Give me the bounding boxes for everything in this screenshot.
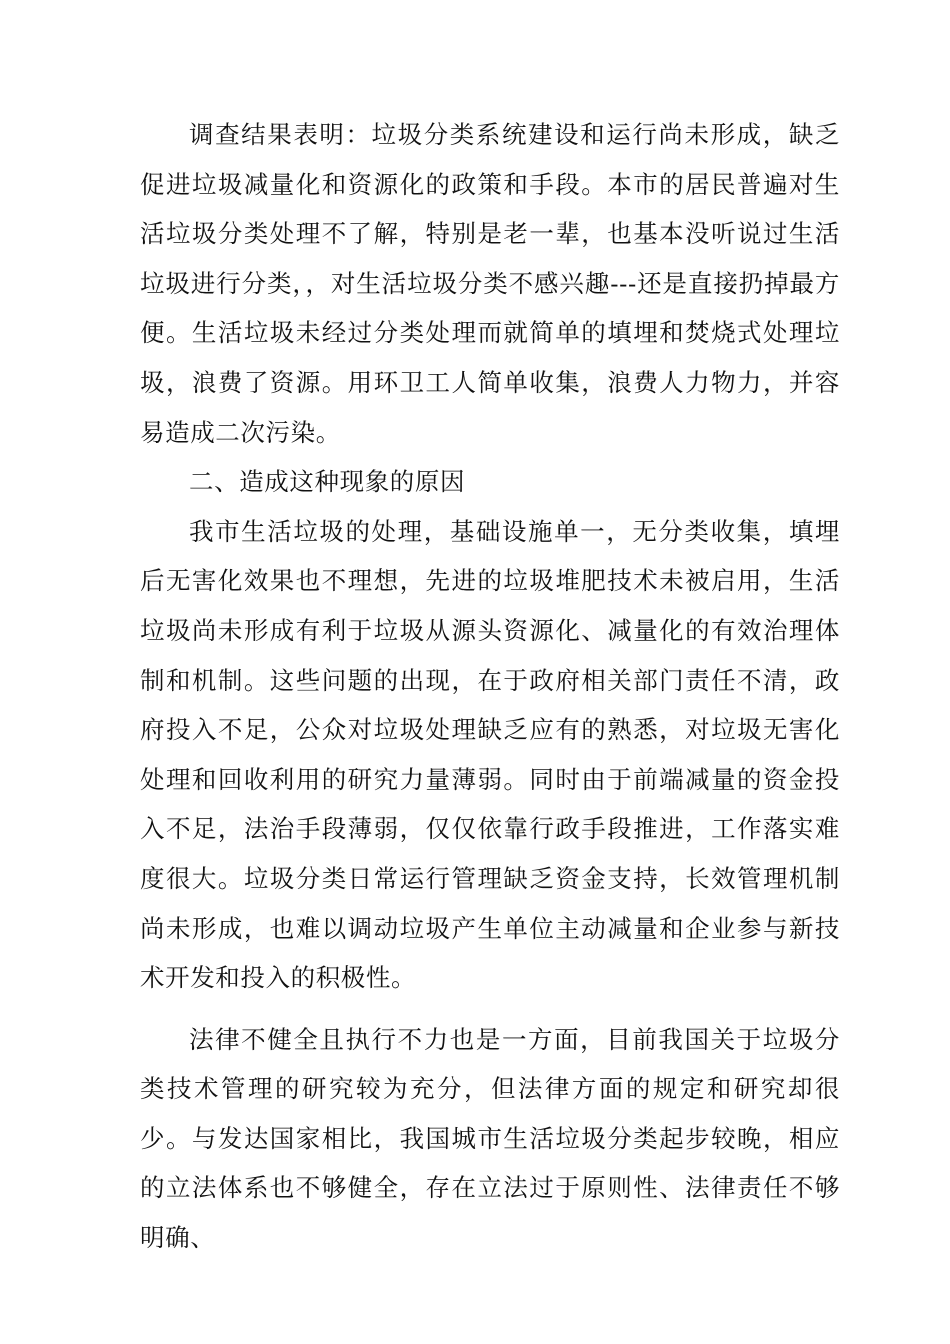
paragraph-survey-results: 调查结果表明：垃圾分类系统建设和运行尚未形成，缺乏促进垃圾减量化和资源化的政策和手段。本市的居民普遍对生活垃圾分类处理不了解，特别是老一辈，也基本没听说过生活垃圾进行分类，，对生活垃圾分类不感兴趣---还是直接扔掉最方便。生活垃圾未经过分类处理而就简单的填埋和焚烧式处理垃圾，浪费了资源。用环卫工人简单收集，浪费人力物力，并容易造成二次污染。 — [140, 120, 840, 447]
section-heading-causes: 二、造成这种现象的原因 — [189, 467, 466, 497]
paragraph-spacer — [140, 1003, 840, 1015]
paragraph-causes: 我市生活垃圾的处理，基础设施单一，无分类收集，填埋后无害化效果也不理想，先进的垃圾堆肥技术未被启用，生活垃圾尚未形成有利于垃圾从源头资源化、减量化的有效治理体制和机制。这些问题的出现，在于政府相关部门责任不清，政府投入不足，公众对垃圾处理缺乏应有的熟悉，对垃圾无害化处理和回收利用的研究力量薄弱。同时由于前端减量的资金投入不足，法治手段薄弱，仅仅依靠行政手段推进，工作落实难度很大。垃圾分类日常运行管理缺乏资金支持，长效管理机制尚未形成，也难以调动垃圾产生单位主动减量和企业参与新技术开发和投入的积极性。 — [140, 516, 840, 993]
document-body — [140, 110, 840, 1263]
paragraph-legal: 法律不健全且执行不力也是一方面，目前我国关于垃圾分类技术管理的研究较为充分，但法律方面的规定和研究却很少。与发达国家相比，我国城市生活垃圾分类起步较晚，相应的立法体系也不够健全，存在立法过于原则性、法律责任不够明确、 — [140, 1024, 840, 1253]
